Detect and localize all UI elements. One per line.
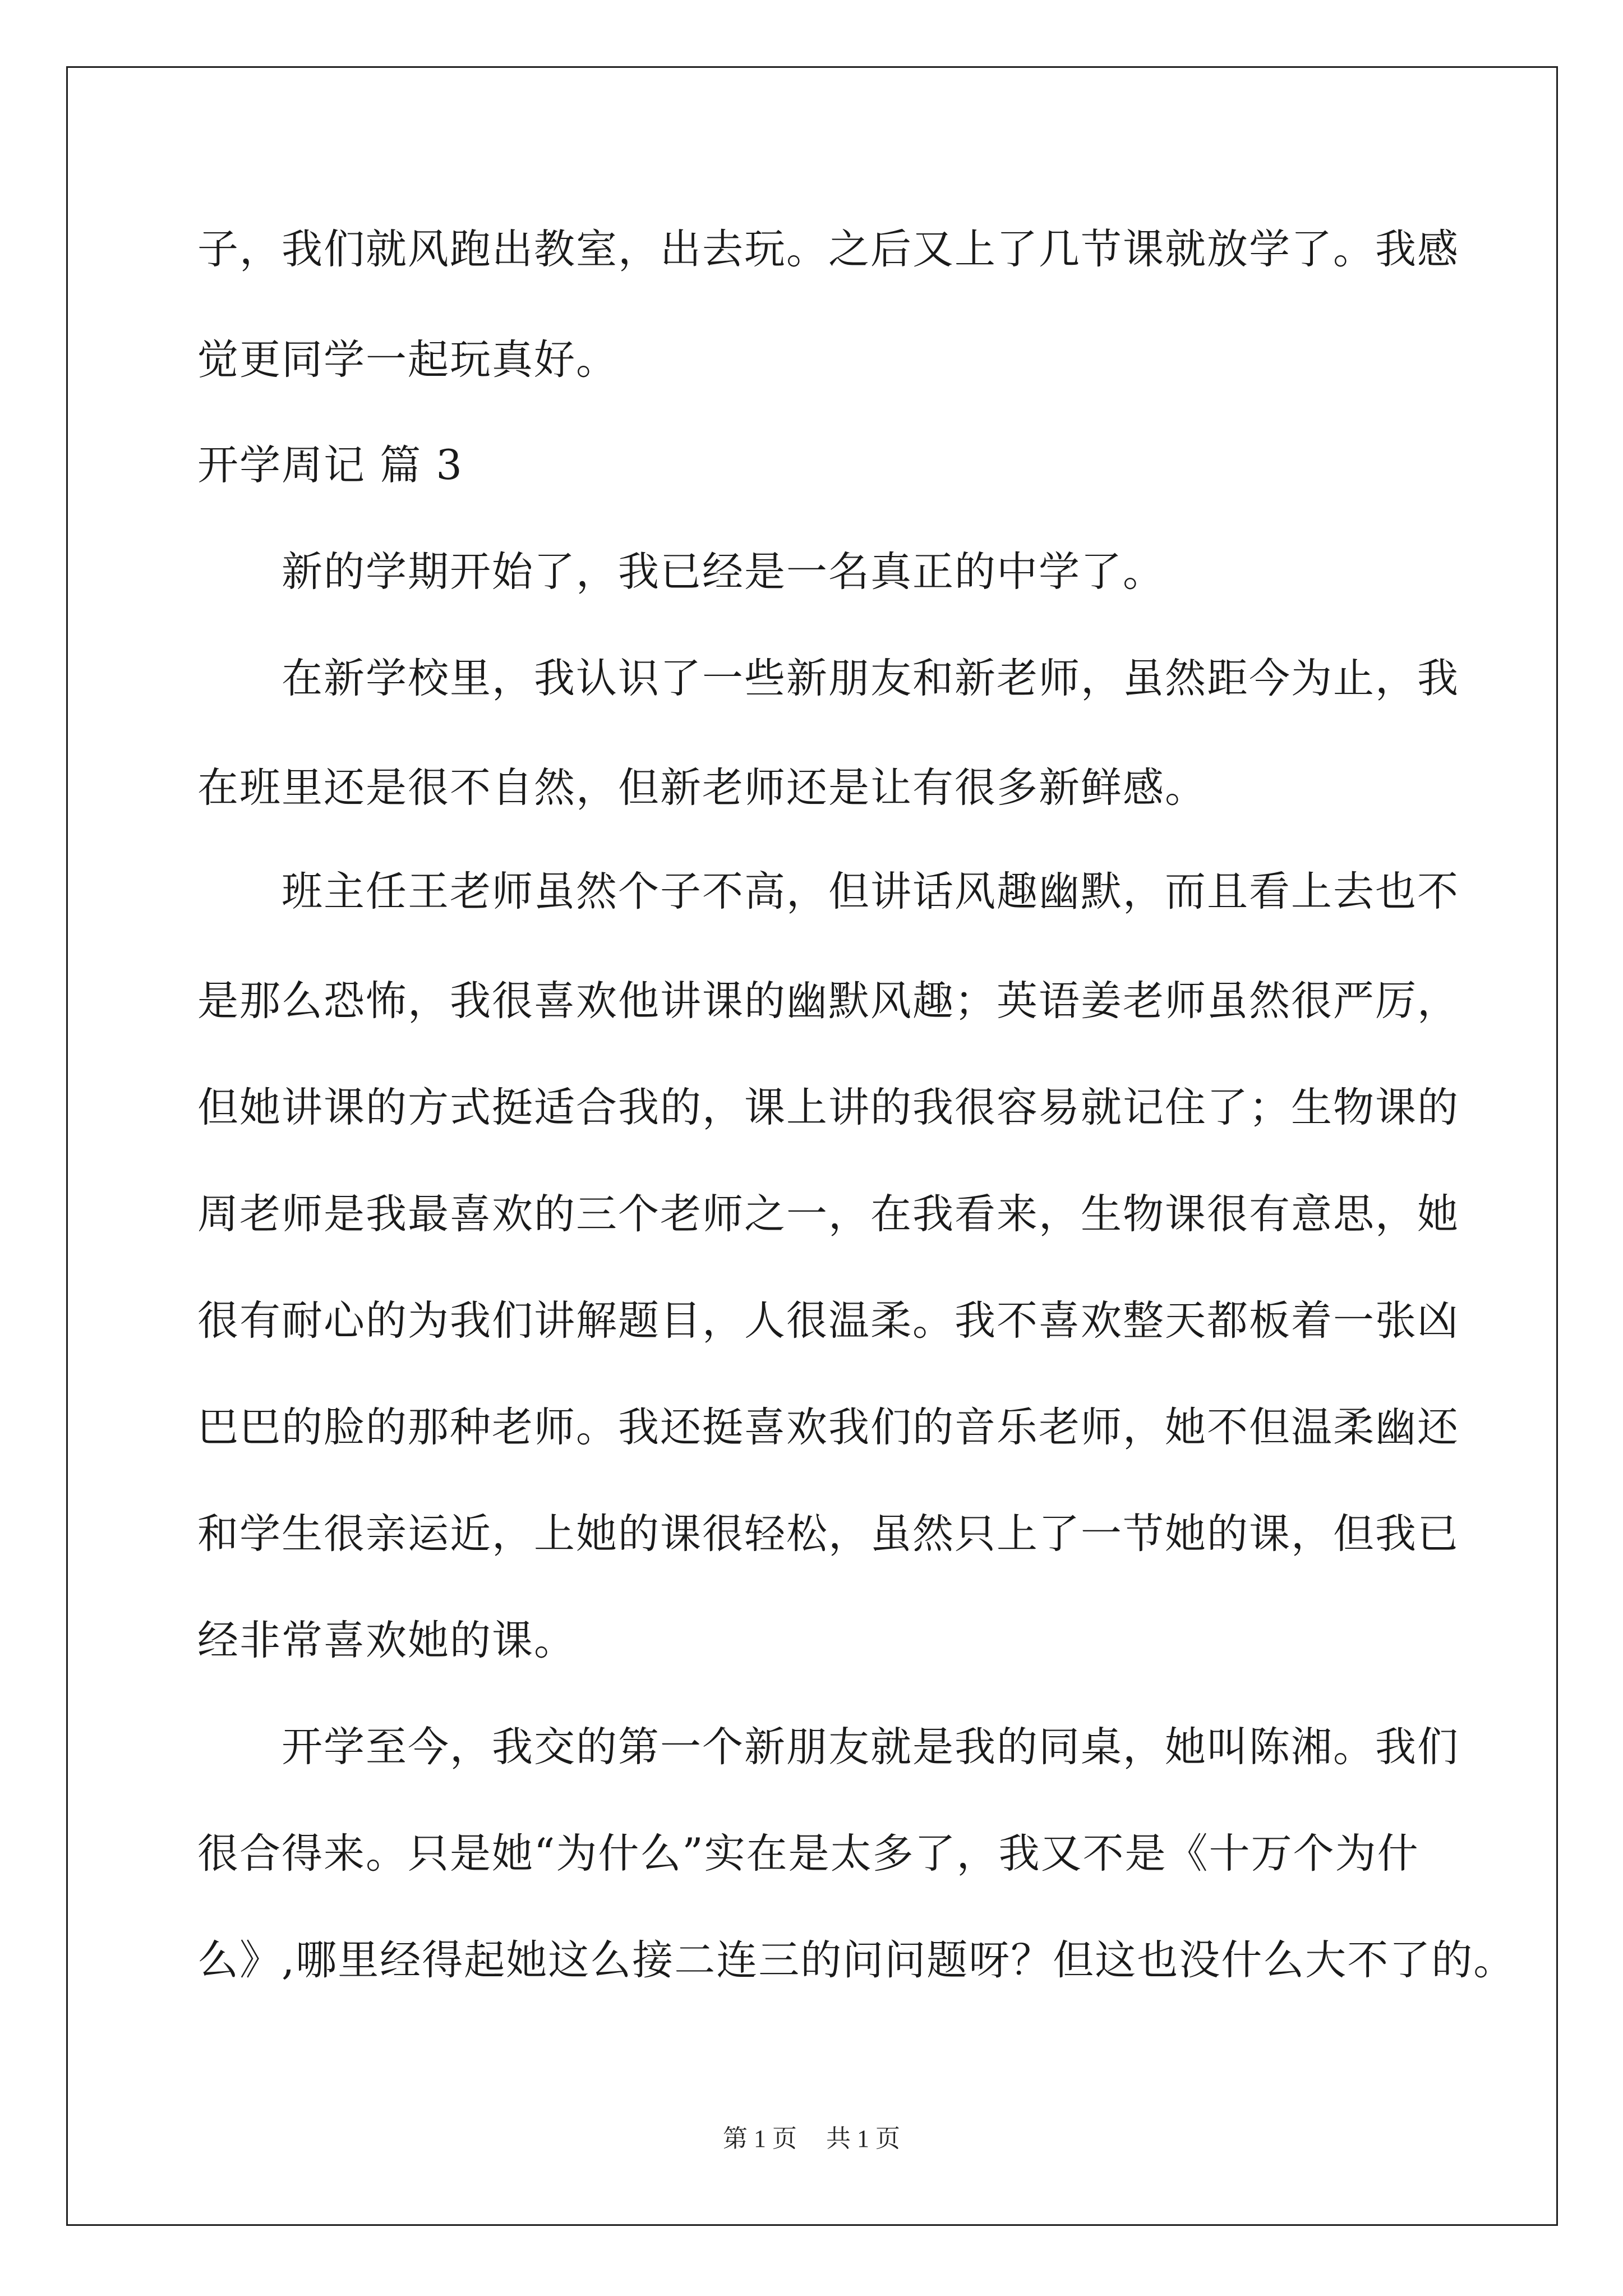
text-line: 周老师是我最喜欢的三个老师之一，在我看来，生物课很有意思，她 (197, 1190, 1459, 1238)
page-total: 共 1 页 (826, 2125, 900, 2152)
text-line: 经非常喜欢她的课。 (197, 1617, 576, 1664)
paragraph-line: 开学至今，我交的第一个新朋友就是我的同桌，她叫陈湘。我们 (282, 1723, 1459, 1771)
text-line: 和学生很亲运近，上她的课很轻松，虽然只上了一节她的课，但我已 (197, 1510, 1459, 1558)
text-line: 么》,哪里经得起她这么接二连三的问问题呀？但这也没什么大不了的。 (197, 1936, 1516, 1984)
paragraph-line: 在新学校里，我认识了一些新朋友和新老师，虽然距今为止，我 (282, 655, 1459, 702)
text-line: 很有耐心的为我们讲解题目，人很温柔。我不喜欢整天都板着一张凶 (197, 1297, 1459, 1345)
text-line: 觉更同学一起玩真好。 (197, 336, 618, 384)
text-line: 子，我们就风跑出教室，出去玩。之后又上了几节课就放学了。我感 (197, 226, 1459, 273)
page-number: 第 1 页 (723, 2125, 797, 2152)
text-line: 巴巴的脸的那种老师。我还挺喜欢我们的音乐老师，她不但温柔幽还 (197, 1404, 1459, 1451)
paragraph-line: 新的学期开始了，我已经是一名真正的中学了。 (282, 548, 1165, 596)
text-line: 很合得来。只是她“为什么”实在是太多了，我又不是《十万个为什 (197, 1830, 1419, 1878)
text-line: 在班里还是很不自然，但新老师还是让有很多新鲜感。 (197, 764, 1207, 812)
paragraph-line: 班主任王老师虽然个子不高，但讲话风趣幽默，而且看上去也不 (282, 868, 1459, 915)
page-border (66, 66, 1558, 2226)
section-heading: 开学周记 篇 3 (197, 441, 463, 489)
text-line: 是那么恐怖，我很喜欢他讲课的幽默风趣；英语姜老师虽然很严厉， (197, 977, 1459, 1025)
text-line: 但她讲课的方式挺适合我的，课上讲的我很容易就记住了；生物课的 (197, 1084, 1459, 1131)
page-footer (0, 2123, 1623, 2155)
